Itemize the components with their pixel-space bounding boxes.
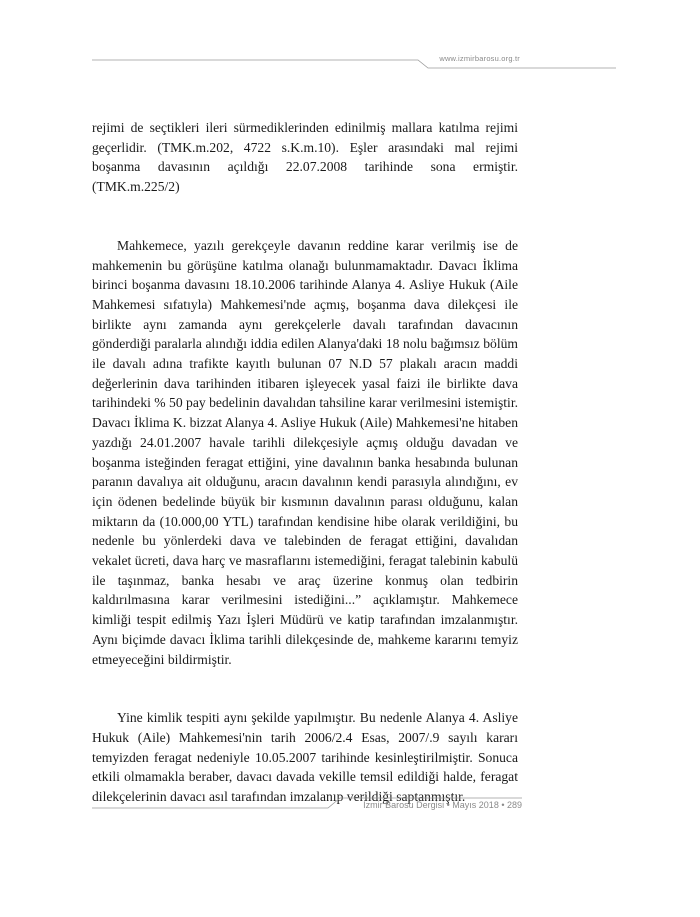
paragraph-3: Yine kimlik tespiti aynı şekilde yapılmıştır. Bu nedenle Alanya 4. Asliye Hukuk (Aile) Mahkemesi'nin tarih 2006/2.4 Esas, 2007/.9 sayılı kararı temyizden feragat nedeniyle 10.05.2007 tarihinde kesinleştirilmiştir. Sonuca etkili olmamakla beraber, davacı davada vekille temsil edildiği halde, feragat dilekçelerinin davacı asıl tarafından imzalanıp verildiği saptanmıştır. [92, 710, 518, 805]
paragraph-1: rejimi de seçtikleri ileri sürmediklerinden edinilmiş mallara katılma rejimi geçerlidir. (TMK.m.202, 4722 s.K.m.10). Eşler arasındaki mal rejimi boşanma davasının açıldığı 22.07.2008 tarihinde sona ermiştir. (TMK.m.225/2) [92, 120, 518, 195]
footer-journal-info: İzmir Barosu Dergisi • Mayıs 2018 • 289 [363, 800, 522, 810]
paragraph-gap [92, 669, 518, 708]
header-rule [92, 58, 616, 70]
header-url: www.izmirbarosu.org.tr [439, 54, 520, 63]
article-body [92, 118, 518, 807]
paragraph-2: Mahkemece, yazılı gerekçeyle davanın reddine karar verilmiş ise de mahkemenin bu görüşüne katılma olanağı bulunmamaktadır. Davacı İklima birinci boşanma davasını 18.10.2006 tarihinde Alanya 4. Asliye Hukuk (Aile Mahkemesi sıfatıyla) Mahkemesi'nde açmış, boşanma dava dilekçesi ile birlikte aynı zamanda aynı gerekçelerle davalı tarafından davacının gönderdiği paralarla alındığı iddia edilen Alanya'daki 18 nolu bağımsız bölüm ile davalı adına trafikte kayıtlı bulunan 07 N.D 57 plakalı aracın maddi değerlerinin dava tarihinden itibaren işleyecek yasal faizi ile birlikte dava tarihindeki % 50 pay bedelinin davalıdan tahsiline karar verilmesini istemiştir. Davacı İklima K. bizzat Alanya 4. Asliye Hukuk (Aile) Mahkemesi'ne hitaben yazdığı 24.01.2007 havale tarihli dilekçesiyle açmış olduğu davadan ve boşanma isteğinden feragat ettiğini, yine davalının banka hesabında bulunan paranın davalıya ait olduğunu, aracın davalının kendi parasıyla alındığını, ev için ödenen bedelinde büyük bir kısmının davalının parası olduğunu, kalan miktarın da (10.000,00 YTL) tarafından kendisine hibe olarak verildiğini, bu nedenle bu yönlerdeki dava ve talebinden de feragat ettiğini, davalıdan vekalet ücreti, dava harç ve masraflarını istemediğini, feragat talebinin kabulü ile taşınmaz, banka hesabı ve araç üzerine konmuş olan tedbirin kaldırılmasına karar verilmesini istediğini...” açıklamıştır. Mahkemece kimliği tespit edilmiş Yazı İşleri Müdürü ve katip tarafından imzalanmıştır. Aynı biçimde davacı İklima tarihli dilekçesinde de, mahkeme kararını temyiz etmeyeceğini bildirmiştir. [92, 237, 518, 667]
paragraph-gap [92, 197, 518, 236]
